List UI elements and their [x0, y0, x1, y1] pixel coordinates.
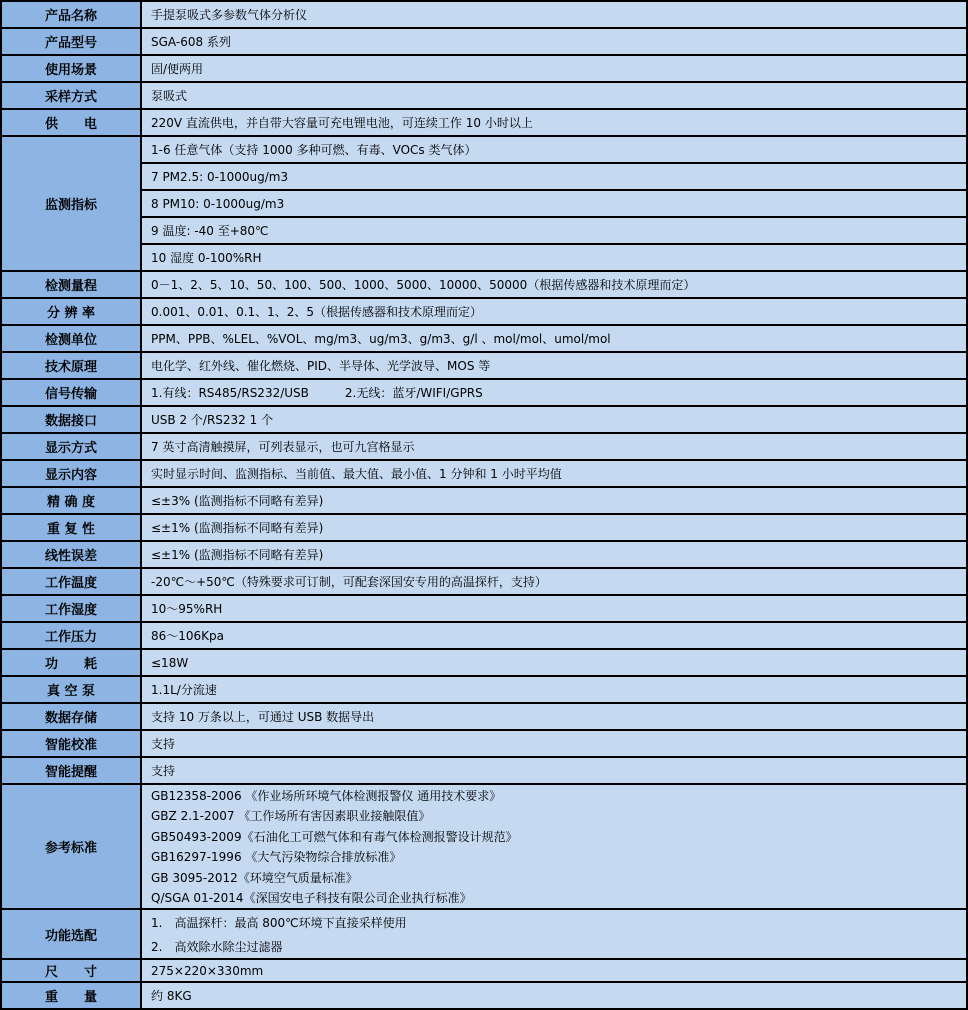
- spec-value: 275×220×330mm: [142, 960, 966, 981]
- spec-value-group: [142, 137, 966, 270]
- spec-label: 数据接口: [2, 407, 142, 432]
- spec-row-technical-principle: [2, 353, 966, 380]
- spec-label: 智能校准: [2, 731, 142, 756]
- spec-label: 采样方式: [2, 83, 142, 108]
- spec-line: GB16297-1996 《大气污染物综合排放标准》: [151, 850, 402, 865]
- spec-row-signal-transmission: [2, 380, 966, 407]
- spec-value: 支持: [142, 758, 966, 783]
- spec-label: 使用场景: [2, 56, 142, 81]
- spec-value: 电化学、红外线、催化燃烧、PID、半导体、光学波导、MOS 等: [142, 353, 966, 378]
- spec-label: 参考标准: [2, 785, 142, 908]
- spec-value: 固/便两用: [142, 56, 966, 81]
- spec-label: 智能提醒: [2, 758, 142, 783]
- spec-row-repeatability: [2, 515, 966, 542]
- spec-subrow: 7 PM2.5: 0-1000ug/m3: [142, 164, 966, 191]
- spec-label: 产品名称: [2, 2, 142, 27]
- spec-value: USB 2 个/RS232 1 个: [142, 407, 966, 432]
- spec-label: 检测单位: [2, 326, 142, 351]
- spec-value: 220V 直流供电，并自带大容量可充电锂电池，可连续工作 10 小时以上: [142, 110, 966, 135]
- spec-label: 显示内容: [2, 461, 142, 486]
- spec-label: 监测指标: [2, 137, 142, 270]
- spec-value: SGA-608 系列: [142, 29, 966, 54]
- spec-value: 10～95%RH: [142, 596, 966, 621]
- spec-row-linearity-error: [2, 542, 966, 569]
- spec-row-smart-reminder: [2, 758, 966, 785]
- spec-row-display-content: [2, 461, 966, 488]
- spec-label: 真 空 泵: [2, 677, 142, 702]
- spec-row-vacuum-pump: [2, 677, 966, 704]
- spec-label: 产品型号: [2, 29, 142, 54]
- spec-value: 泵吸式: [142, 83, 966, 108]
- spec-row-power-consumption: [2, 650, 966, 677]
- spec-row-accuracy: [2, 488, 966, 515]
- spec-value: 7 英寸高清触摸屏，可列表显示，也可九宫格显示: [142, 434, 966, 459]
- spec-line: Q/SGA 01-2014《深国安电子科技有限公司企业执行标准》: [151, 891, 472, 906]
- spec-row-working-temperature: [2, 569, 966, 596]
- spec-row-model: [2, 29, 966, 56]
- spec-row-dimensions: [2, 960, 966, 983]
- spec-value: 支持 10 万条以上，可通过 USB 数据导出: [142, 704, 966, 729]
- spec-value: 1.1L/分流速: [142, 677, 966, 702]
- spec-row-working-humidity: [2, 596, 966, 623]
- spec-row-detection-unit: [2, 326, 966, 353]
- spec-row-smart-calibration: [2, 731, 966, 758]
- spec-value: -20℃～+50℃（特殊要求可订制，可配套深国安专用的高温探杆，支持）: [142, 569, 966, 594]
- spec-label: 检测量程: [2, 272, 142, 297]
- spec-label: 功能选配: [2, 910, 142, 958]
- spec-label: 数据存储: [2, 704, 142, 729]
- spec-row-optional-functions: [2, 910, 966, 960]
- spec-label: 线性误差: [2, 542, 142, 567]
- spec-label: 技术原理: [2, 353, 142, 378]
- spec-value-group: [142, 785, 966, 908]
- spec-row-power-supply: [2, 110, 966, 137]
- spec-value-group: [142, 910, 966, 958]
- spec-value: 86～106Kpa: [142, 623, 966, 648]
- spec-value: 1.有线：RS485/RS232/USB 2.无线：蓝牙/WIFI/GPRS: [142, 380, 966, 405]
- spec-subrow: 10 湿度 0-100%RH: [151, 251, 262, 265]
- spec-value: ≤±1% (监测指标不同略有差异): [142, 542, 966, 567]
- spec-value: 实时显示时间、监测指标、当前值、最大值、最小值、1 分钟和 1 小时平均值: [142, 461, 966, 486]
- spec-row-sampling-method: [2, 83, 966, 110]
- spec-label: 尺 寸: [2, 960, 142, 981]
- spec-row-data-interface: [2, 407, 966, 434]
- spec-line: GB 3095-2012《环境空气质量标准》: [151, 870, 358, 885]
- spec-row-display-mode: [2, 434, 966, 461]
- spec-label: 工作湿度: [2, 596, 142, 621]
- spec-value: ≤18W: [142, 650, 966, 675]
- spec-subrow: 9 温度: -40 至+80℃: [142, 218, 966, 245]
- spec-label: 工作压力: [2, 623, 142, 648]
- spec-line: 2. 高效除水除尘过滤器: [151, 939, 283, 954]
- spec-value: 0－1、2、5、10、50、100、500、1000、5000、10000、50000（根据传感器和技术原理而定）: [142, 272, 966, 297]
- spec-label: 工作温度: [2, 569, 142, 594]
- spec-row-data-storage: [2, 704, 966, 731]
- spec-label: 重 量: [2, 983, 142, 1008]
- spec-line: GB12358-2006 《作业场所环境气体检测报警仪 通用技术要求》: [151, 788, 502, 803]
- spec-value: 手提泵吸式多参数气体分析仪: [142, 2, 966, 27]
- spec-line: GB50493-2009《石油化工可燃气体和有毒气体检测报警设计规范》: [151, 829, 518, 844]
- spec-label: 信号传输: [2, 380, 142, 405]
- spec-row-weight: [2, 983, 966, 1008]
- spec-value: ≤±3% (监测指标不同略有差异): [142, 488, 966, 513]
- spec-value: 0.001、0.01、0.1、1、2、5（根据传感器和技术原理而定）: [142, 299, 966, 324]
- spec-line: GBZ 2.1-2007 《工作场所有害因素职业接触限值》: [151, 809, 431, 824]
- spec-label: 分 辨 率: [2, 299, 142, 324]
- spec-value: 支持: [142, 731, 966, 756]
- spec-row-monitor-indicators: [2, 137, 966, 272]
- spec-subrow: 8 PM10: 0-1000ug/m3: [142, 191, 966, 218]
- spec-label: 精 确 度: [2, 488, 142, 513]
- spec-label: 供 电: [2, 110, 142, 135]
- spec-value: ≤±1% (监测指标不同略有差异): [142, 515, 966, 540]
- spec-label: 功 耗: [2, 650, 142, 675]
- spec-label: 显示方式: [2, 434, 142, 459]
- spec-row-usage-scene: [2, 56, 966, 83]
- spec-row-working-pressure: [2, 623, 966, 650]
- spec-line: 1. 高温探杆：最高 800℃环境下直接采样使用: [151, 915, 407, 930]
- spec-row-product-name: [2, 2, 966, 29]
- spec-row-reference-standards: [2, 785, 966, 910]
- spec-subrow: 1-6 任意气体（支持 1000 多种可燃、有毒、VOCs 类气体）: [142, 137, 966, 164]
- spec-label: 重 复 性: [2, 515, 142, 540]
- spec-row-resolution: [2, 299, 966, 326]
- spec-row-detection-range: [2, 272, 966, 299]
- spec-value: 约 8KG: [142, 983, 966, 1008]
- spec-value: PPM、PPB、%LEL、%VOL、mg/m3、ug/m3、g/m3、g/l 、mol/mol、umol/mol: [142, 326, 966, 351]
